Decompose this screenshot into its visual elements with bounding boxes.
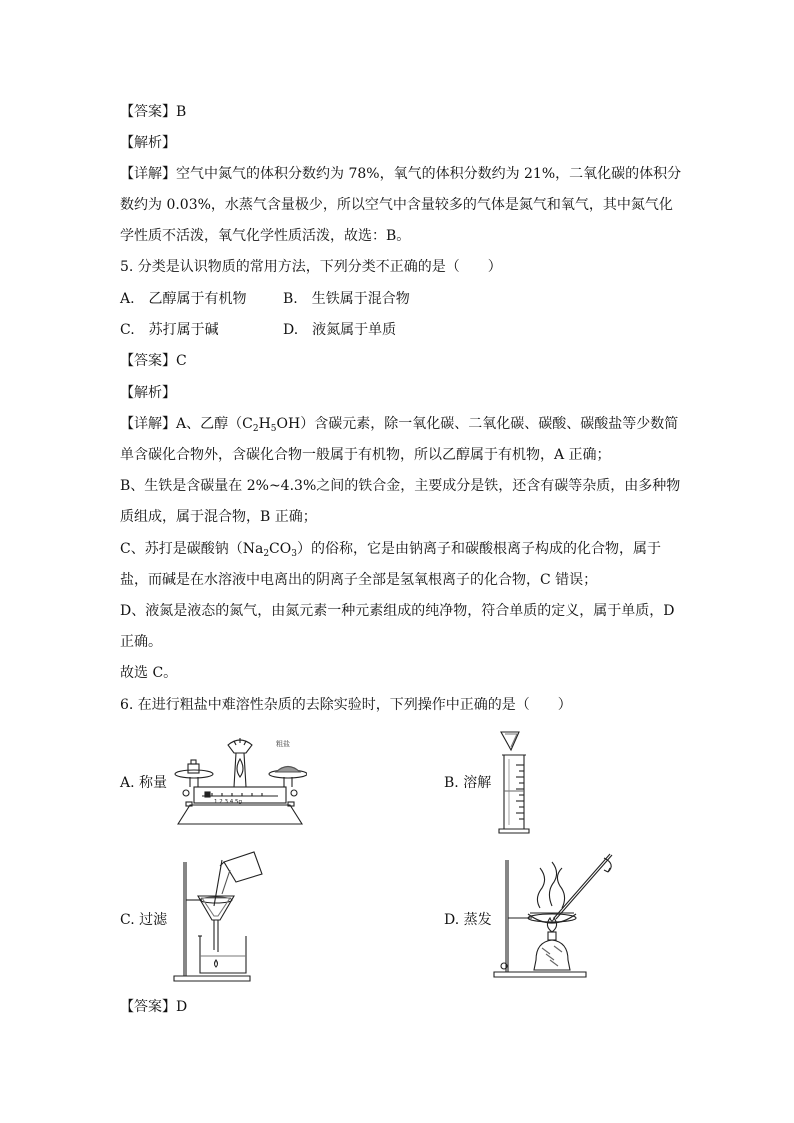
q4-detail-line-3: 学性质不活泼，氧气化学性质活泼，故选：B。 (120, 228, 411, 244)
subscript-3: 3 (291, 549, 297, 559)
q4-detail-line-1: 【详解】空气中氮气的体积分数约为 78%，氧气的体积分数约为 21%，二氧化碳的体积分 (120, 166, 682, 182)
q5-option-b: B. 生铁属于混合物 (283, 291, 410, 307)
q4-analysis-heading: 【解析】 (120, 135, 176, 151)
q4-detail-line-2: 数约为 0.03%，水蒸气含量极少，所以空气中含量较多的气体是氮气和氧气，其中氮气化 (120, 197, 673, 213)
subscript-2: 2 (252, 424, 259, 434)
filtration-figure (170, 848, 270, 983)
q5-answer: 【答案】C (120, 353, 187, 369)
q5-analysis-heading: 【解析】 (120, 385, 176, 401)
q6-option-d-label: D. 蒸发 (444, 912, 492, 928)
q5-detail-b-line-1: B、生铁是含碳量在 2%~4.3%之间的铁合金，主要成分是铁，还含有碳等杂质，由多种物 (120, 478, 681, 494)
q6-option-b-label: B. 溶解 (444, 775, 492, 791)
subscript-5: 5 (270, 424, 277, 434)
q4-answer: 【答案】B (120, 104, 187, 120)
subscript-2: 2 (263, 549, 270, 559)
q5-detail-b-line-2: 质组成，属于混合物，B 正确； (120, 509, 317, 525)
salt-label: 粗盐 (276, 740, 290, 748)
measuring-cylinder-figure (495, 729, 543, 836)
q6-stem: 6. 在进行粗盐中难溶性杂质的去除实验时，下列操作中正确的是（ ） (120, 697, 572, 713)
q5-detail-d-line-2: 正确。 (120, 634, 162, 650)
balance-scale-figure (172, 733, 307, 827)
q5-option-a: A. 乙醇属于有机物 (120, 291, 247, 307)
q5-detail-a-line-1: 【详解】A、乙醇$(C_2H_5OH)$含碳元素，除一氧化碳、二氧化碳、碳酸、碳酸盐等少数简 (120, 416, 679, 434)
q6-option-a-label: A. 称量 (120, 775, 168, 791)
q5-detail-c-line-1: C、苏打是碳酸钠$(Na_2CO_3)$的俗称，它是由钠离子和碳酸根离子构成的化合物，属于 (120, 541, 661, 559)
q5-detail-c-line-2: 盐，而碱是在水溶液中电离出的阴离子全部是氢氧根离子的化合物，C 错误； (120, 572, 598, 588)
q5-detail-a-line-2: 单含碳化合物外，含碳化合物一般属于有机物，所以乙醇属于有机物，A 正确； (120, 447, 611, 463)
q5-detail-d-line-1: D、液氮是液态的氮气，由氮元素一种元素组成的纯净物，符合单质的定义，属于单质，D (120, 603, 675, 619)
q5-stem: 5. 分类是认识物质的常用方法，下列分类不正确的是（ ） (120, 259, 502, 275)
q6-option-c-label: C. 过滤 (120, 912, 168, 928)
q6-answer: 【答案】D (120, 999, 188, 1015)
q5-option-d: D. 液氮属于单质 (283, 322, 397, 338)
scale-marks: 1 2 3 4 5g (214, 799, 242, 805)
q5-option-c: C. 苏打属于碱 (120, 322, 219, 338)
evaporation-figure (490, 842, 618, 980)
q5-conclusion: 故选 C。 (120, 665, 178, 681)
